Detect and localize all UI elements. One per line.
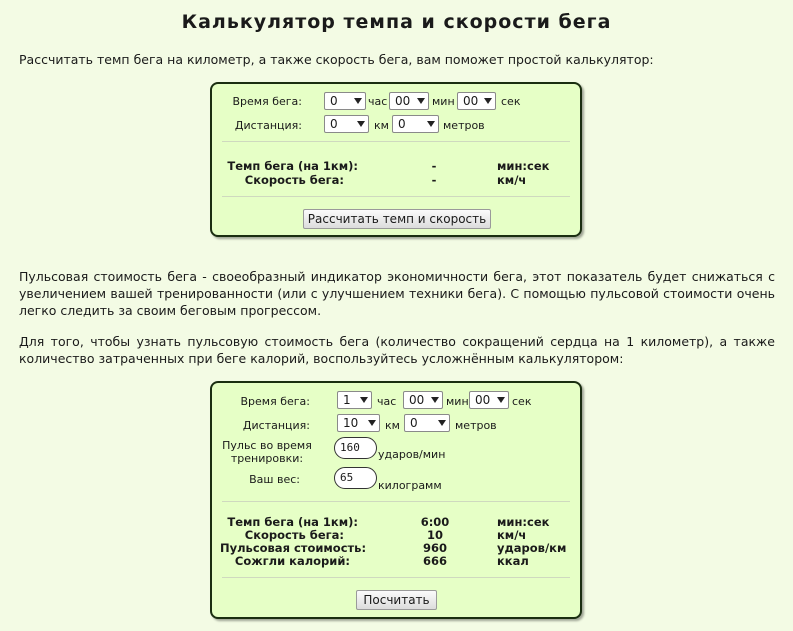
pace-value: - — [431, 159, 437, 173]
chevron-down-icon — [368, 420, 376, 426]
hours-select[interactable]: 0 — [324, 92, 366, 110]
divider — [222, 577, 570, 578]
minutes-select[interactable]: 00 — [389, 92, 429, 110]
chevron-down-icon — [497, 397, 505, 403]
weight-label: Ваш вес: — [249, 473, 300, 486]
seconds-select[interactable]: 00 — [457, 92, 496, 110]
distance-label: Дистанция: — [242, 419, 310, 432]
speed-value: - — [431, 173, 437, 187]
advanced-intro-text: Для того, чтобы узнать пульсовую стоимость бега (количество сокращений сердца на 1 километр), а также количество затраченных при беге калорий, воспользуйтесь усложнённым калькулятором: — [19, 334, 775, 366]
chevron-down-icon — [354, 98, 362, 104]
chevron-down-icon — [484, 98, 492, 104]
divider — [222, 141, 570, 142]
time-label: Время бега: — [240, 395, 310, 408]
chevron-down-icon — [417, 98, 425, 104]
meters-select[interactable]: 0 — [392, 115, 439, 133]
meters-select[interactable]: 0 — [404, 414, 450, 432]
hours-unit: час — [377, 395, 397, 408]
calculate-button[interactable]: Посчитать — [356, 590, 437, 610]
hours-unit: час — [368, 95, 388, 108]
meters-unit: метров — [455, 419, 497, 432]
hr-cost-label: Пульсовая стоимость: — [220, 541, 367, 555]
chevron-down-icon — [431, 397, 439, 403]
pulse-input[interactable]: 160 — [334, 437, 377, 459]
page-title: Калькулятор темпа и скорости бега — [181, 11, 612, 33]
hr-cost-value: 960 — [422, 541, 447, 555]
minutes-unit: мин — [446, 395, 469, 408]
km-unit: км — [374, 119, 389, 132]
distance-label: Дистанция: — [234, 119, 302, 132]
divider — [222, 196, 570, 197]
km-unit: км — [385, 419, 400, 432]
speed-unit: км/ч — [497, 173, 527, 187]
pace-label: Темп бега (на 1км): — [227, 159, 358, 173]
pulse-cost-text: Пульсовая стоимость бега - своеобразный индикатор экономичности бега, этот показатель будет снижаться с увеличением вашей тренированности (или с улучшением техники бега). С помощью пульсовой стоимости очень легко следить за своим беговым прогрессом. — [19, 269, 775, 318]
seconds-unit: сек — [512, 395, 532, 408]
seconds-select[interactable]: 00 — [469, 391, 509, 409]
pace-label: Темп бега (на 1км): — [227, 515, 358, 529]
speed-unit: км/ч — [497, 528, 527, 542]
chevron-down-icon — [357, 121, 365, 127]
chevron-down-icon — [427, 121, 435, 127]
pulse-label: Пульс во время тренировки: — [222, 439, 312, 465]
divider — [222, 501, 570, 502]
km-select[interactable]: 0 — [324, 115, 369, 133]
pace-calculator — [210, 82, 582, 237]
speed-label: Скорость бега: — [244, 173, 344, 187]
speed-label: Скорость бега: — [244, 528, 344, 542]
chevron-down-icon — [438, 420, 446, 426]
pace-unit: мин:сек — [497, 515, 550, 529]
hours-select[interactable]: 1 — [337, 391, 372, 409]
weight-unit: килограмм — [378, 479, 442, 492]
calories-unit: ккал — [497, 554, 529, 568]
minutes-unit: мин — [432, 95, 455, 108]
calories-label: Сожгли калорий: — [234, 554, 350, 568]
intro-text: Рассчитать темп бега на километр, а также скорость бега, вам поможет простой калькулятор: — [19, 52, 654, 67]
meters-unit: метров — [443, 119, 485, 132]
time-label: Время бега: — [232, 95, 302, 108]
speed-value: 10 — [426, 528, 443, 542]
seconds-unit: сек — [501, 95, 521, 108]
pace-value: 6:00 — [420, 515, 450, 529]
minutes-select[interactable]: 00 — [403, 391, 443, 409]
pulse-unit: ударов/мин — [378, 448, 446, 461]
weight-input[interactable]: 65 — [334, 467, 377, 489]
pulse-calculator — [210, 381, 582, 619]
km-select[interactable]: 10 — [337, 414, 380, 432]
calculate-pace-button[interactable]: Рассчитать темп и скорость — [303, 209, 491, 229]
chevron-down-icon — [360, 397, 368, 403]
pace-unit: мин:сек — [497, 159, 550, 173]
hr-cost-unit: ударов/км — [497, 541, 567, 555]
calories-value: 666 — [422, 554, 447, 568]
